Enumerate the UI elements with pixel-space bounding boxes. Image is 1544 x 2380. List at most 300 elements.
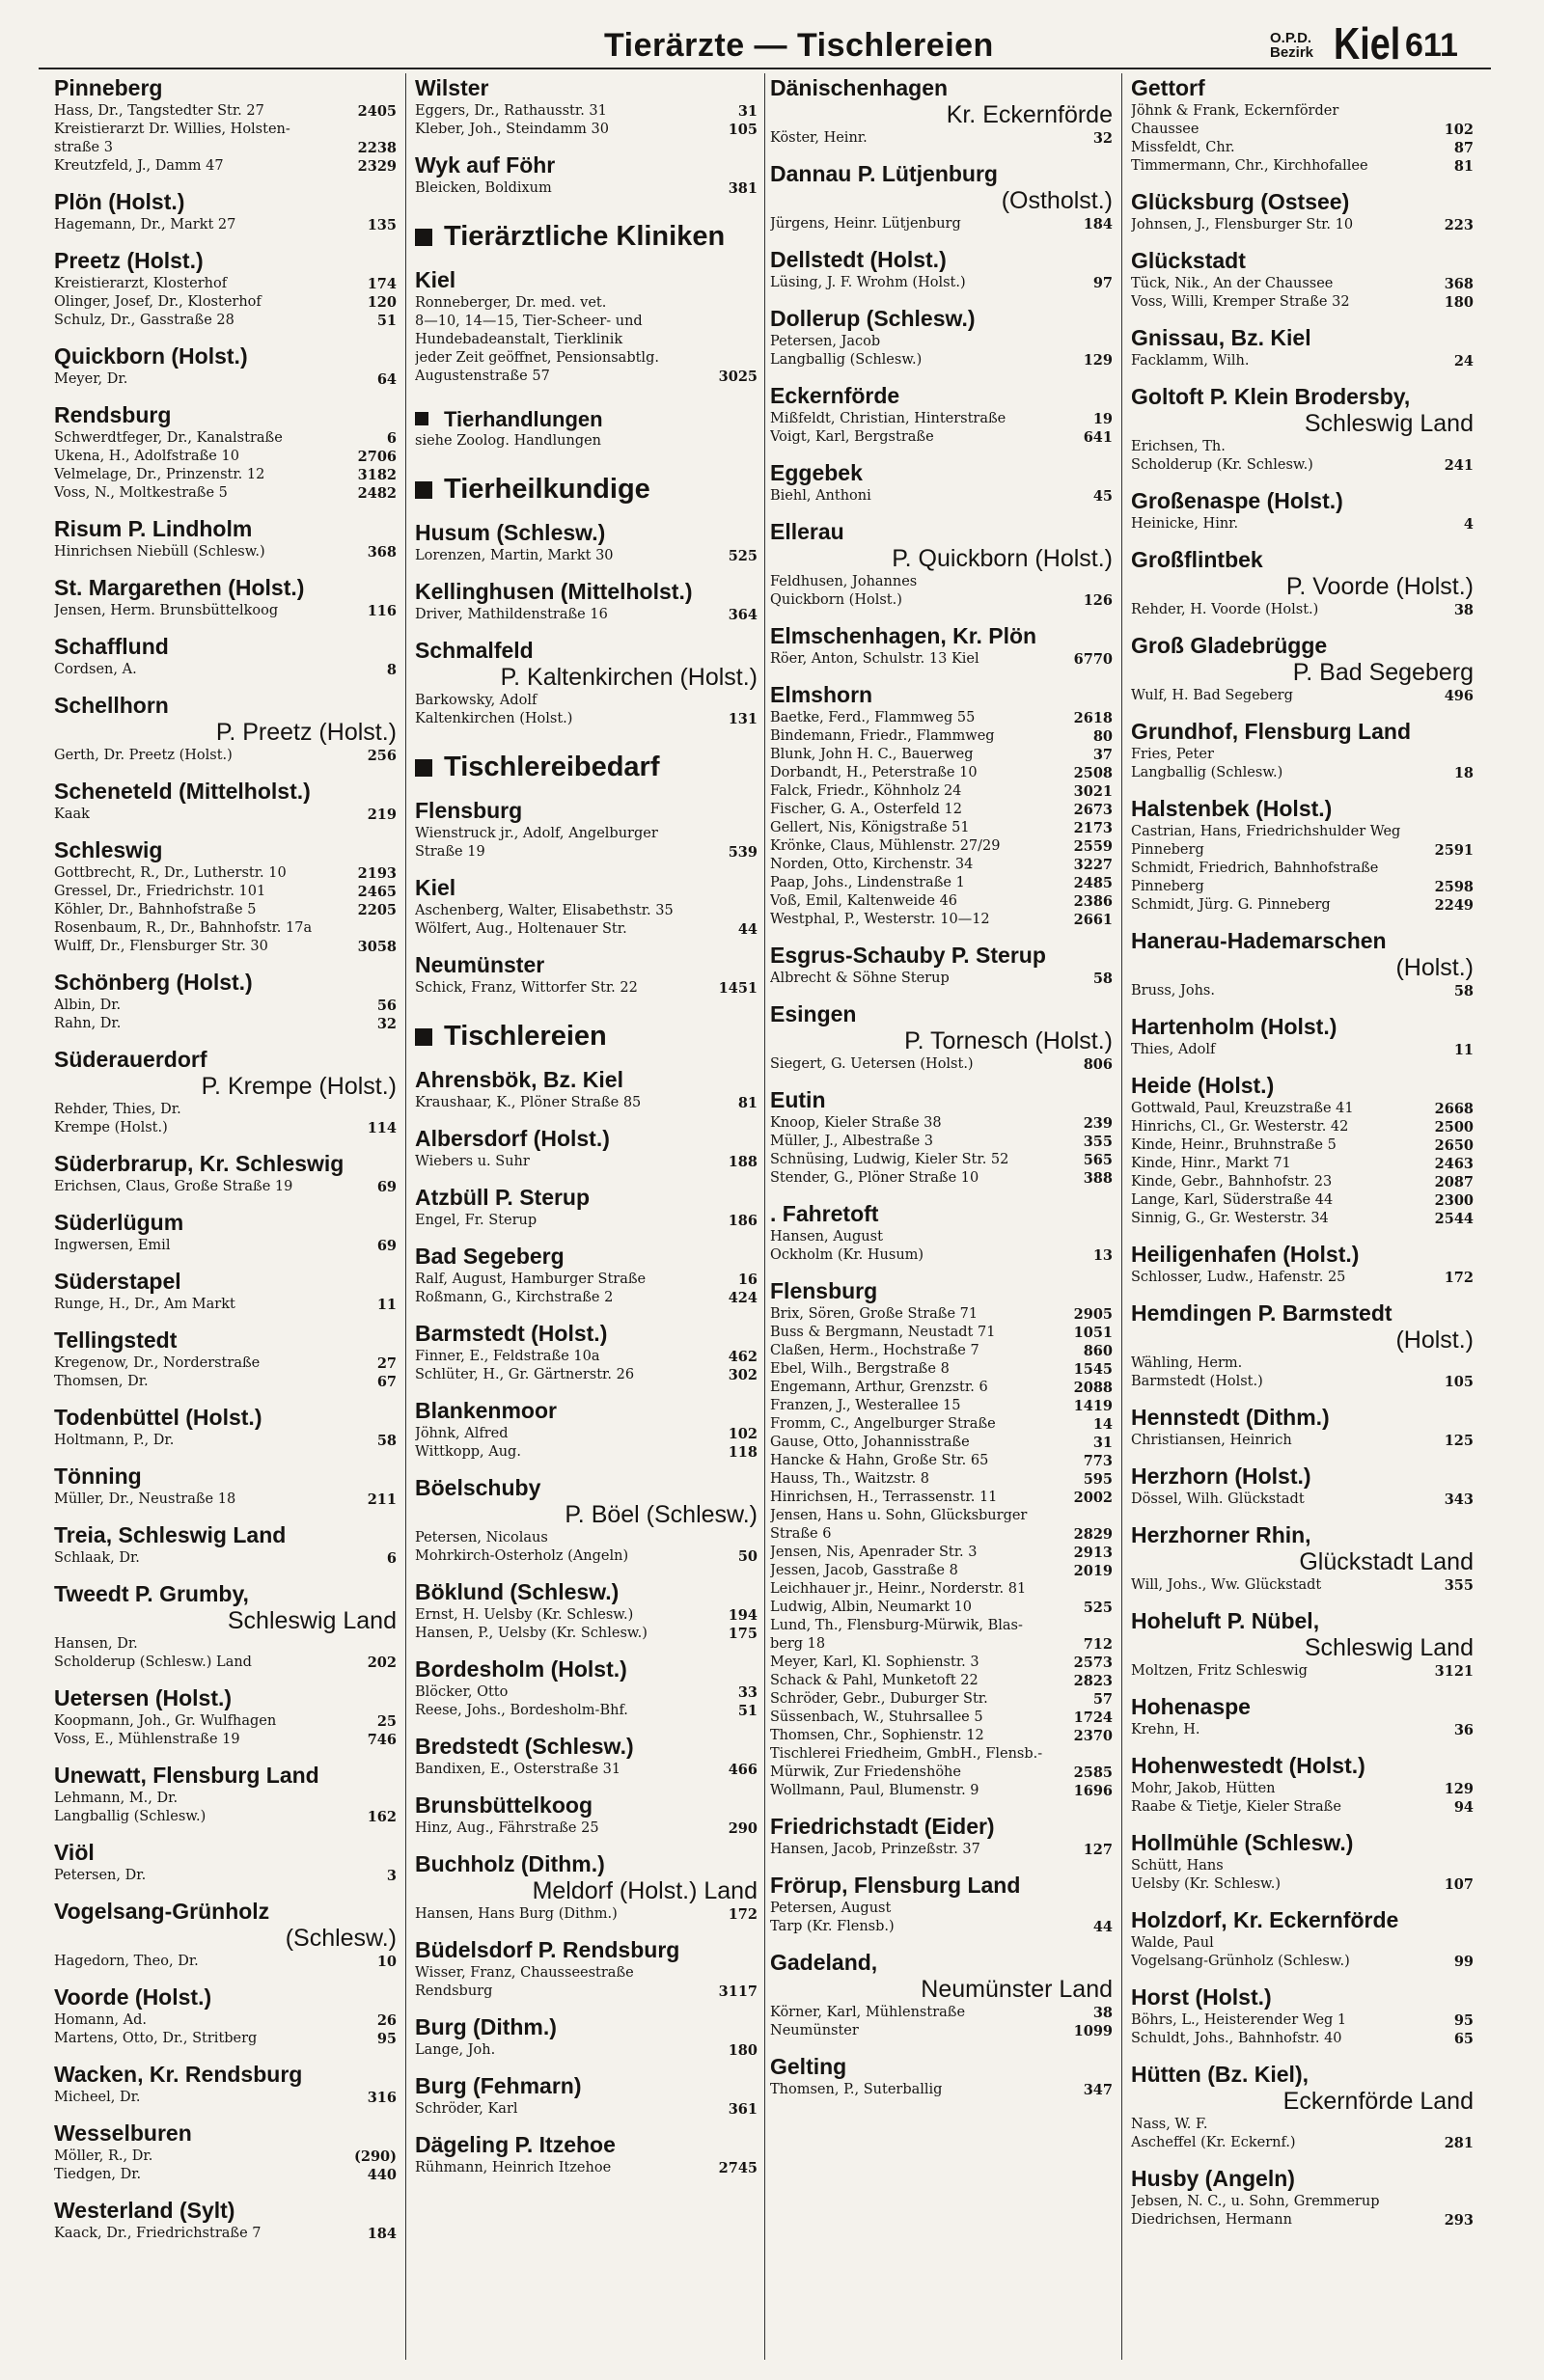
directory-entry xyxy=(54,543,397,561)
directory-entry xyxy=(54,466,397,484)
place-heading: Friedrichstadt (Eider) xyxy=(770,1814,995,1839)
directory-entry xyxy=(54,1101,397,1119)
entry-text: Lange, Karl, Süderstraße 44 xyxy=(1131,1192,1334,1208)
phone-number: 2544 xyxy=(1434,1211,1474,1227)
directory-entry xyxy=(54,1119,397,1137)
directory-entry xyxy=(415,1094,758,1112)
directory-entry xyxy=(1131,1491,1474,1509)
phone-number: 2386 xyxy=(1073,893,1113,910)
directory-entry xyxy=(1131,2193,1474,2211)
phone-number: 37 xyxy=(1092,747,1113,763)
entry-text: Micheel, Dr. xyxy=(54,2090,141,2105)
entry-text: Körner, Karl, Mühlenstraße xyxy=(770,2005,966,2020)
directory-entry xyxy=(770,1415,1113,1434)
place-heading: Plön (Holst.) xyxy=(54,189,185,214)
entry-text: Will, Johs., Ww. Glückstadt xyxy=(1131,1577,1322,1593)
phone-number: 773 xyxy=(1083,1453,1113,1469)
directory-entry xyxy=(54,2030,397,2048)
place-heading: Holzdorf, Kr. Eckernförde xyxy=(1131,1907,1399,1932)
entry-text: Eggers, Dr., Rathausstr. 31 xyxy=(415,103,607,119)
directory-entry xyxy=(770,764,1113,782)
phone-number: 194 xyxy=(728,1607,758,1624)
directory-entry xyxy=(415,432,758,451)
entry-text: Schlüter, H., Gr. Gärtnerstr. 26 xyxy=(415,1367,635,1382)
directory-entry xyxy=(1131,841,1474,860)
place-heading-continuation: P. Quickborn (Holst.) xyxy=(892,545,1113,572)
directory-entry xyxy=(1131,216,1474,234)
entry-text: Schlosser, Ludw., Hafenstr. 25 xyxy=(1131,1270,1346,1285)
category-heading-text: Tierheilkundige xyxy=(444,474,650,505)
entry-text: Mohrkirch-Osterholz (Angeln) xyxy=(415,1548,629,1564)
place-heading: Süderbrarup, Kr. Schleswig xyxy=(54,1151,345,1176)
entry-text: Schuldt, Johs., Bahnhofstr. 40 xyxy=(1131,2031,1342,2046)
directory-entry xyxy=(770,727,1113,746)
phone-number: 343 xyxy=(1444,1491,1474,1508)
phone-number: 361 xyxy=(728,2101,758,2118)
directory-entry xyxy=(415,313,758,331)
phone-number: 281 xyxy=(1444,2135,1474,2151)
phone-number: 19 xyxy=(1092,411,1113,427)
directory-entry xyxy=(770,487,1113,506)
phone-number: 172 xyxy=(1444,1270,1474,1286)
phone-number: 126 xyxy=(1083,592,1113,609)
phone-number: 746 xyxy=(367,1732,397,1748)
entry-text: Lund, Th., Flensburg-Mürwik, Blas- xyxy=(770,1618,1023,1633)
directory-entry xyxy=(770,1727,1113,1745)
entry-text: Pinneberg xyxy=(1131,879,1204,894)
place-heading: Bredstedt (Schlesw.) xyxy=(415,1734,634,1759)
column-divider xyxy=(405,73,406,2360)
entry-text: Krempe (Holst.) xyxy=(54,1120,168,1135)
directory-entry xyxy=(54,602,397,620)
directory-entry xyxy=(770,1151,1113,1169)
entry-text: Tarp (Kr. Flensb.) xyxy=(770,1919,895,1934)
phone-number: 1419 xyxy=(1073,1398,1113,1414)
directory-entry xyxy=(770,801,1113,819)
entry-text: Voss, N., Moltkestraße 5 xyxy=(54,485,228,501)
phone-number: 565 xyxy=(1083,1152,1113,1168)
entry-text: Sinnig, G., Gr. Westerstr. 34 xyxy=(1131,1211,1329,1226)
phone-number: 6 xyxy=(386,430,397,447)
entry-text: Thies, Adolf xyxy=(1131,1042,1216,1057)
directory-entry xyxy=(770,333,1113,351)
place-heading: Kiel xyxy=(415,267,456,292)
entry-text: Ronneberger, Dr. med. vet. xyxy=(415,295,607,311)
entry-text: Biehl, Anthoni xyxy=(770,488,871,504)
entry-text: Meyer, Karl, Kl. Sophienstr. 3 xyxy=(770,1655,979,1670)
place-heading: Albersdorf (Holst.) xyxy=(415,1126,610,1151)
entry-text: Schick, Franz, Wittorfer Str. 22 xyxy=(415,980,638,996)
directory-entry xyxy=(770,1580,1113,1599)
place-heading: Grundhof, Flensburg Land xyxy=(1131,719,1412,744)
entry-text: Rosenbaum, R., Dr., Bahnhofstr. 17a xyxy=(54,920,313,936)
place-heading: Gnissau, Bz. Kiel xyxy=(1131,325,1311,350)
phone-number: 1545 xyxy=(1073,1361,1113,1378)
phone-number: 24 xyxy=(1453,353,1474,369)
directory-entry xyxy=(415,843,758,862)
phone-number: 162 xyxy=(367,1809,397,1825)
entry-text: Roßmann, G., Kirchstraße 2 xyxy=(415,1290,614,1305)
entry-text: Holtmann, P., Dr. xyxy=(54,1433,175,1448)
phone-number: 180 xyxy=(728,2042,758,2059)
directory-entry xyxy=(770,970,1113,988)
directory-entry xyxy=(54,448,397,466)
phone-number: 4 xyxy=(1463,516,1474,533)
directory-entry xyxy=(770,410,1113,428)
entry-text: Müller, Dr., Neustraße 18 xyxy=(54,1491,236,1507)
entry-text: Lüsing, J. F. Wrohm (Holst.) xyxy=(770,275,966,290)
place-heading: Scheneteld (Mittelholst.) xyxy=(54,779,311,804)
directory-entry xyxy=(415,1819,758,1838)
entry-text: Dorbandt, H., Peterstraße 10 xyxy=(770,765,978,780)
phone-number: 2500 xyxy=(1434,1119,1474,1135)
entry-text: Wisser, Franz, Chausseestraße xyxy=(415,1965,634,1981)
place-heading: Elmshorn xyxy=(770,682,873,707)
phone-number: 186 xyxy=(728,1213,758,1229)
entry-text: berg 18 xyxy=(770,1636,826,1652)
phone-number: 36 xyxy=(1453,1722,1474,1738)
phone-number: 1724 xyxy=(1073,1710,1113,1726)
place-heading: Viöl xyxy=(54,1840,95,1865)
entry-text: Engemann, Arthur, Grenzstr. 6 xyxy=(770,1380,988,1395)
phone-number: 2238 xyxy=(357,140,397,156)
directory-entry xyxy=(415,2159,758,2177)
header-rule xyxy=(39,68,1491,69)
entry-text: straße 3 xyxy=(54,140,113,155)
column-divider xyxy=(764,73,765,2360)
entry-text: Uelsby (Kr. Schlesw.) xyxy=(1131,1876,1282,1892)
entry-text: Hauss, Th., Waitzstr. 8 xyxy=(770,1471,930,1487)
phone-number: 2650 xyxy=(1434,1137,1474,1154)
directory-entry xyxy=(54,883,397,901)
entry-text: Wiebers u. Suhr xyxy=(415,1154,530,1169)
phone-number: 806 xyxy=(1083,1056,1113,1073)
place-heading: Vogelsang-Grünholz xyxy=(54,1899,270,1924)
entry-text: Raabe & Tietje, Kieler Straße xyxy=(1131,1799,1341,1815)
entry-text: Kinde, Heinr., Bruhnstraße 5 xyxy=(1131,1137,1337,1153)
place-heading: Schleswig xyxy=(54,837,163,862)
phone-number: 347 xyxy=(1083,2082,1113,2098)
phone-number: 2019 xyxy=(1073,1563,1113,1579)
entry-text: Bleicken, Boldixum xyxy=(415,180,552,196)
phone-number: (290) xyxy=(354,2148,397,2165)
phone-number: 381 xyxy=(728,180,758,197)
entry-text: Kreutzfeld, J., Damm 47 xyxy=(54,158,224,174)
directory-entry xyxy=(1131,1354,1474,1373)
entry-text: Ludwig, Albin, Neumarkt 10 xyxy=(770,1600,972,1615)
directory-entry xyxy=(770,746,1113,764)
entry-text: Vogelsang-Grünholz (Schlesw.) xyxy=(1131,1954,1350,1969)
phone-number: 202 xyxy=(367,1655,397,1671)
place-heading-continuation: Schleswig Land xyxy=(227,1607,397,1634)
directory-entry xyxy=(1131,1100,1474,1118)
entry-text: Thomsen, P., Suterballig xyxy=(770,2082,943,2097)
entry-text: Albin, Dr. xyxy=(54,998,122,1013)
entry-text: Jöhnk, Alfred xyxy=(415,1426,509,1441)
place-heading: Esingen xyxy=(770,1001,857,1026)
directory-entry xyxy=(54,1712,397,1731)
entry-text: Tück, Nik., An der Chaussee xyxy=(1131,276,1334,291)
phone-number: 51 xyxy=(376,313,397,329)
page-header xyxy=(0,0,1544,69)
square-bullet-icon xyxy=(415,759,432,777)
entry-text: Hinrichsen, H., Terrassenstr. 11 xyxy=(770,1490,998,1505)
entry-text: Kreistierarzt, Klosterhof xyxy=(54,276,228,291)
entry-text: Finner, E., Feldstraße 10a xyxy=(415,1349,600,1364)
phone-number: 211 xyxy=(367,1491,397,1508)
phone-number: 368 xyxy=(1444,276,1474,292)
directory-entry xyxy=(415,920,758,939)
place-heading: Buchholz (Dithm.) xyxy=(415,1851,605,1876)
phone-number: 80 xyxy=(1092,728,1113,745)
phone-number: 2405 xyxy=(357,103,397,120)
place-heading: Dannau P. Lütjenburg xyxy=(770,161,998,186)
directory-entry xyxy=(54,938,397,956)
phone-number: 6 xyxy=(386,1550,397,1567)
category-heading xyxy=(415,1019,758,1053)
directory-entry xyxy=(770,782,1113,801)
phone-number: 6770 xyxy=(1073,651,1113,668)
entry-text: Fries, Peter xyxy=(1131,747,1214,762)
entry-text: Kleber, Joh., Steindamm 30 xyxy=(415,122,609,137)
entry-text: Tiedgen, Dr. xyxy=(54,2167,142,2182)
category-heading-text: Tischlereien xyxy=(444,1021,607,1052)
place-heading: Flensburg xyxy=(415,798,523,823)
directory-entry xyxy=(770,1900,1113,1918)
directory-entry xyxy=(54,919,397,938)
entry-text: Driver, Mathildenstraße 16 xyxy=(415,607,608,622)
directory-entry xyxy=(1131,1136,1474,1155)
entry-text: Rehder, Thies, Dr. xyxy=(54,1102,181,1117)
directory-entry xyxy=(770,1672,1113,1690)
entry-text: Kaack, Dr., Friedrichstraße 7 xyxy=(54,2226,262,2241)
entry-text: Johnsen, J., Flensburger Str. 10 xyxy=(1131,217,1354,233)
entry-text: Jensen, Hans u. Sohn, Glücksburger xyxy=(770,1508,1028,1523)
entry-text: Kraushaar, K., Plöner Straße 85 xyxy=(415,1095,642,1110)
entry-text: Straße 19 xyxy=(415,844,485,860)
entry-text: jeder Zeit geöffnet, Pensionsabtlg. xyxy=(415,350,659,366)
phone-number: 219 xyxy=(367,807,397,823)
entry-text: Voss, Willi, Kremper Straße 32 xyxy=(1131,294,1350,310)
place-heading: Treia, Schleswig Land xyxy=(54,1522,287,1547)
phone-number: 2905 xyxy=(1073,1306,1113,1323)
directory-entry xyxy=(54,139,397,157)
column-divider xyxy=(1121,73,1122,2360)
phone-number: 2173 xyxy=(1073,820,1113,836)
phone-number: 860 xyxy=(1083,1343,1113,1359)
directory-entry xyxy=(54,1373,397,1391)
directory-entry xyxy=(770,1489,1113,1507)
place-heading-continuation: P. Tornesch (Holst.) xyxy=(904,1027,1113,1054)
place-heading: Herzhorn (Holst.) xyxy=(1131,1464,1311,1489)
directory-entry xyxy=(770,351,1113,369)
phone-number: 129 xyxy=(1444,1781,1474,1797)
directory-entry xyxy=(54,312,397,330)
directory-entry xyxy=(1131,2011,1474,2030)
phone-number: 58 xyxy=(376,1433,397,1449)
entry-text: Castrian, Hans, Friedrichshulder Weg xyxy=(1131,824,1401,839)
entry-text: Norden, Otto, Kirchenstr. 34 xyxy=(770,857,974,872)
place-heading: Hartenholm (Holst.) xyxy=(1131,1014,1337,1039)
phone-number: 2370 xyxy=(1073,1728,1113,1744)
phone-number: 11 xyxy=(1453,1042,1474,1058)
directory-entry xyxy=(415,902,758,920)
directory-entry xyxy=(770,1782,1113,1800)
entry-text: Voigt, Karl, Bergstraße xyxy=(770,429,934,445)
entry-text: Erichsen, Th. xyxy=(1131,439,1226,454)
category-heading-text: Tierärztliche Kliniken xyxy=(444,221,726,252)
directory-entry xyxy=(54,275,397,293)
directory-entry xyxy=(415,1625,758,1643)
directory-entry xyxy=(770,274,1113,292)
phone-number: 16 xyxy=(737,1272,758,1288)
directory-entry xyxy=(54,370,397,389)
phone-number: 355 xyxy=(1444,1577,1474,1594)
entry-text: Ingwersen, Emil xyxy=(54,1238,171,1253)
directory-entry xyxy=(770,1544,1113,1562)
directory-entry xyxy=(770,1342,1113,1360)
phone-number: 2002 xyxy=(1073,1490,1113,1506)
directory-entry xyxy=(54,2225,397,2243)
place-heading: Kellinghusen (Mittelholst.) xyxy=(415,579,693,604)
place-heading: Preetz (Holst.) xyxy=(54,248,204,273)
directory-entry xyxy=(54,747,397,765)
entry-text: Scholderup (Schlesw.) Land xyxy=(54,1655,252,1670)
phone-number: 26 xyxy=(376,2012,397,2029)
directory-entry xyxy=(1131,1798,1474,1817)
entry-text: Siegert, G. Uetersen (Holst.) xyxy=(770,1056,974,1072)
directory-entry xyxy=(770,215,1113,233)
phone-number: 3 xyxy=(386,1868,397,1884)
directory-entry xyxy=(770,650,1113,669)
phone-number: 2559 xyxy=(1073,838,1113,855)
place-heading: Bordesholm (Holst.) xyxy=(415,1656,627,1682)
directory-entry xyxy=(415,1271,758,1289)
place-heading: Burg (Dithm.) xyxy=(415,2014,557,2039)
phone-number: 184 xyxy=(367,2226,397,2242)
entry-text: Schulz, Dr., Gasstraße 28 xyxy=(54,313,234,328)
place-heading: Schmalfeld xyxy=(415,638,534,663)
phone-number: 129 xyxy=(1083,352,1113,369)
directory-column-3 xyxy=(770,73,1113,2360)
entry-text: Hundebadeanstalt, Tierklinik xyxy=(415,332,623,347)
place-heading: Wilster xyxy=(415,75,489,100)
place-heading: . Fahretoft xyxy=(770,1201,879,1226)
directory-entry xyxy=(1131,1118,1474,1136)
directory-entry xyxy=(770,1055,1113,1074)
phone-number: 27 xyxy=(376,1355,397,1372)
phone-number: 2591 xyxy=(1434,842,1474,859)
directory-entry xyxy=(415,1547,758,1566)
phone-number: 1696 xyxy=(1073,1783,1113,1799)
directory-entry xyxy=(770,911,1113,929)
entry-text: Mohr, Jakob, Hütten xyxy=(1131,1781,1276,1796)
place-heading-continuation: P. Preetz (Holst.) xyxy=(215,719,397,746)
entry-text: Ukena, H., Adolfstraße 10 xyxy=(54,449,239,464)
directory-entry xyxy=(54,1867,397,1885)
entry-text: Neumünster xyxy=(770,2023,859,2038)
directory-entry xyxy=(415,349,758,368)
entry-text: Langballig (Schlesw.) xyxy=(1131,765,1283,780)
phone-number: 2465 xyxy=(357,884,397,900)
directory-entry xyxy=(1131,896,1474,915)
directory-entry xyxy=(770,1507,1113,1525)
directory-entry xyxy=(415,1683,758,1702)
directory-entry xyxy=(770,2004,1113,2022)
entry-text: Jensen, Herm. Brunsbüttelkoog xyxy=(54,603,279,618)
place-heading: Hohenwestedt (Holst.) xyxy=(1131,1753,1365,1778)
directory-entry xyxy=(54,1237,397,1255)
place-heading: Schafflund xyxy=(54,634,169,659)
place-heading: Tweedt P. Grumby, xyxy=(54,1581,249,1606)
phone-number: 496 xyxy=(1444,688,1474,704)
place-heading: Brunsbüttelkoog xyxy=(415,1792,593,1818)
phone-number: 102 xyxy=(1444,122,1474,138)
phone-number: 2598 xyxy=(1434,879,1474,895)
directory-entry xyxy=(770,837,1113,856)
entry-text: Lange, Joh. xyxy=(415,2042,496,2058)
entry-text: Hass, Dr., Tangstedter Str. 27 xyxy=(54,103,264,119)
phone-number: 44 xyxy=(1092,1919,1113,1935)
place-heading: Schönberg (Holst.) xyxy=(54,970,253,995)
entry-text: Dössel, Wilh. Glückstadt xyxy=(1131,1491,1305,1507)
entry-text: Pinneberg xyxy=(1131,842,1204,858)
phone-number: 2745 xyxy=(718,2160,758,2176)
phone-number: 175 xyxy=(728,1626,758,1642)
directory-entry xyxy=(770,1562,1113,1580)
directory-entry xyxy=(1131,139,1474,157)
entry-text: Buss & Bergmann, Neustadt 71 xyxy=(770,1325,996,1340)
entry-text: Hansen, Hans Burg (Dithm.) xyxy=(415,1906,618,1922)
directory-entry xyxy=(415,606,758,624)
page-number: 611 xyxy=(1405,27,1458,64)
entry-text: Augustenstraße 57 xyxy=(415,369,550,384)
phone-number: 11 xyxy=(376,1297,397,1313)
square-bullet-icon xyxy=(415,481,432,499)
phone-number: 2913 xyxy=(1073,1545,1113,1561)
phone-number: 116 xyxy=(367,603,397,619)
directory-entry xyxy=(770,1764,1113,1782)
place-heading: Husby (Angeln) xyxy=(1131,2166,1295,2191)
directory-entry xyxy=(415,368,758,386)
place-heading: Süderlügum xyxy=(54,1210,184,1235)
phone-number: 2482 xyxy=(357,485,397,502)
directory-entry xyxy=(415,1289,758,1307)
place-heading: Kiel xyxy=(415,875,456,900)
phone-number: 290 xyxy=(728,1820,758,1837)
entry-text: Westphal, P., Westerstr. 10—12 xyxy=(770,912,990,927)
place-heading: Hemdingen P. Barmstedt xyxy=(1131,1300,1392,1326)
directory-entry xyxy=(1131,1373,1474,1391)
bezirk-text: Bezirk xyxy=(1270,44,1314,61)
phone-number: 18 xyxy=(1453,765,1474,781)
entry-text: Kaltenkirchen (Holst.) xyxy=(415,711,573,726)
directory-entry xyxy=(415,2100,758,2119)
entry-text: Hansen, Jacob, Prinzeßstr. 37 xyxy=(770,1842,980,1857)
phone-number: 2329 xyxy=(357,158,397,175)
directory-entry xyxy=(1131,982,1474,1000)
entry-text: Schröder, Gebr., Duburger Str. xyxy=(770,1691,988,1707)
directory-entry xyxy=(54,1354,397,1373)
phone-number: 3021 xyxy=(1073,783,1113,800)
directory-entry xyxy=(54,121,397,139)
phone-number: 188 xyxy=(728,1154,758,1170)
phone-number: 302 xyxy=(728,1367,758,1383)
directory-entry xyxy=(770,1360,1113,1379)
entry-text: Hagedorn, Theo, Dr. xyxy=(54,1954,199,1969)
directory-entry xyxy=(54,2011,397,2030)
directory-entry xyxy=(1131,1173,1474,1191)
